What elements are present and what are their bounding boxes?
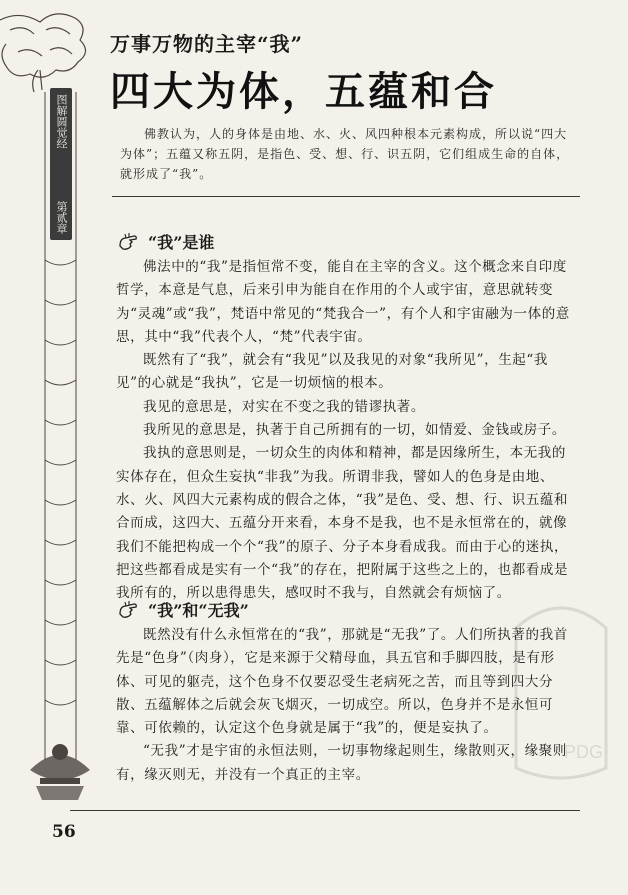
pointing-hand-icon — [118, 600, 140, 620]
paragraph: 我执的意思则是，一切众生的肉体和精神，都是因缘所生，本无我的实体存在，但众生妄执“非我”为我。所谓非我，譬如人的色身是由地、水、火、风四大元素构成的假合之体，“我”是色、受、想、行、识五蕴和合而成，这四大、五蕴分开来看，本身不是我，也不是永恒常在的，就像我们不能把构成一个个“我”的原子、分子本身看成我。而由于心的迷执，把这些都看成是实有一个“我”的存在，把附属于这些之上的，也都看成是我所有的，所以患得患失，感叹时不我与，自然就会有烦恼了。 — [116, 445, 569, 602]
page-subtitle: 万事万物的主宰“我” — [110, 32, 304, 56]
chapter-label-vertical: 第贰章 — [55, 201, 68, 234]
paragraph: 佛法中的“我”是指恒常不变，能自在主宰的含义。这个概念来自印度哲学，本意是气息，后来引申为能自在作用的个人或宇宙，意思就转变为“灵魂”或“我”，梵语中常见的“梵我合一”，有个人和宇宙融为一体的意思，其中“我”代表个人，“梵”代表宇宙。 — [116, 259, 570, 345]
section-heading-2 — [118, 598, 249, 621]
intro-paragraph: 佛教认为，人的身体是由地、水、火、风四种根本元素构成，所以说“四大为体”；五蕴又称五阴，是指色、受、想、行、识五阴，它们组成生命的自体，就形成了“我”。 — [120, 127, 570, 181]
tree-ornament-border — [0, 0, 92, 895]
footer-divider-line — [70, 810, 580, 811]
paragraph: “无我”才是宇宙的永恒法则，一切事物缘起则生，缘散则灭，缘聚则有，缘灭则无，并没有一个真正的主宰。 — [116, 743, 567, 783]
watermark-stamp — [506, 588, 616, 788]
paragraph: 既然没有什么永恒常在的“我”，那就是“无我”了。人们所执著的我首先是“色身”（肉身），它是来源于父精母血，具五官和手脚四肢，是有形体、可见的躯壳，这个色身不仅要忍受生老病死之苦，而且等到四大分散、五蕴解体之后就会灰飞烟灭，一切成空。所以，色身并不是永恒可靠、可依赖的，认定这个色身就是属于“我”的，便是妄执了。 — [116, 627, 568, 737]
watermark-text: PDG — [564, 742, 604, 762]
paragraph: 既然有了“我”，就会有“我见”以及我见的对象“我所见”，生起“我见”的心就是“我执”，它是一切烦恼的根本。 — [116, 352, 549, 392]
pointing-hand-icon — [118, 232, 140, 252]
book-title-vertical: 图解圆觉经 — [55, 94, 68, 149]
page-number: 56 — [52, 822, 76, 842]
page-title: 四大为体，五蕴和合 — [110, 68, 497, 115]
chapter-side-tab — [50, 88, 72, 240]
section-body-1 — [116, 256, 580, 605]
divider-line — [112, 196, 580, 197]
paragraph: 我所见的意思是，执著于自己所拥有的一切，如情爱、金钱或房子。 — [143, 422, 566, 439]
section-heading-1 — [118, 230, 214, 253]
section-title: “我”和“无我” — [148, 601, 249, 620]
paragraph: 我见的意思是，对实在不变之我的错谬执著。 — [143, 398, 425, 415]
section-title: “我”是谁 — [148, 233, 215, 252]
